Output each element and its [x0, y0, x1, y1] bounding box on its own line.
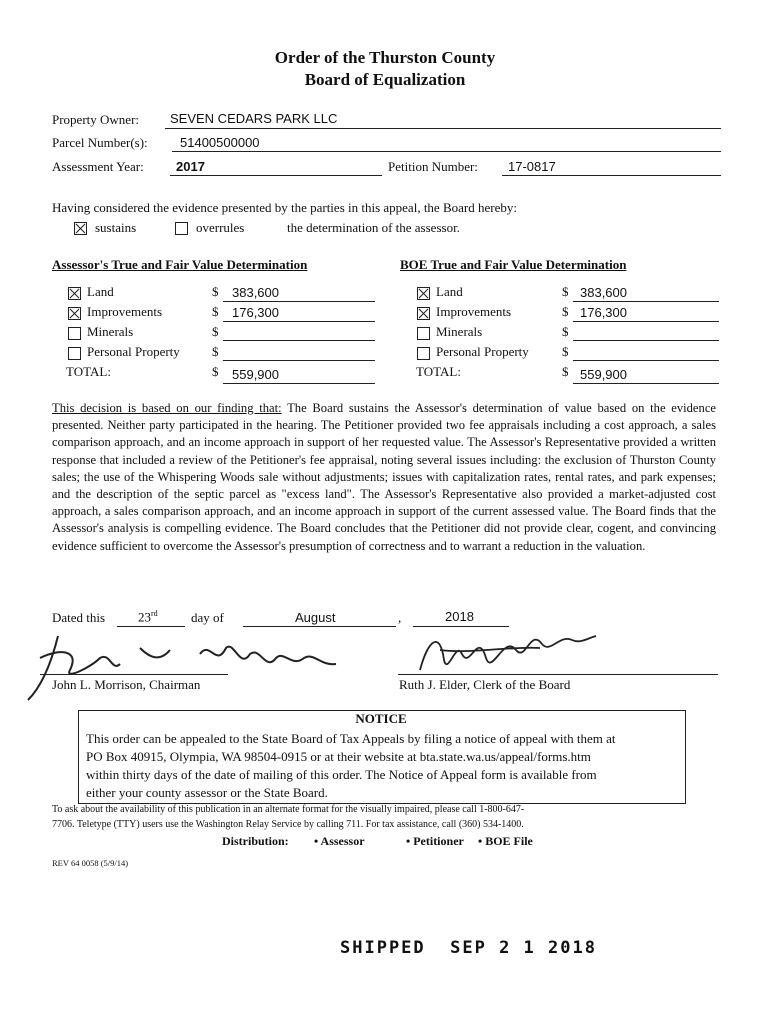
assessment-year-line [170, 175, 382, 176]
distribution-boe-file: • BOE File [478, 834, 533, 848]
assessor-improvements-checkbox[interactable] [68, 307, 81, 320]
assessor-land-currency: $ [212, 284, 219, 299]
assessor-personal-label: Personal Property [87, 344, 180, 359]
dated-year: 2018 [445, 609, 474, 624]
notice-line1: This order can be appealed to the State Board of Tax Appeals by filing a notice of appeal with them at [86, 731, 616, 746]
boe-personal-currency: $ [562, 344, 569, 359]
petition-number-line [502, 175, 721, 176]
property-owner-line [165, 128, 721, 129]
assessor-land-value: 383,600 [232, 285, 279, 300]
document-title-line2: Board of Equalization [304, 70, 466, 89]
assessor-improvements-line [223, 321, 375, 322]
assessor-personal-checkbox[interactable] [68, 347, 81, 360]
assessor-total-currency: $ [212, 364, 219, 379]
boe-improvements-checkbox[interactable] [417, 307, 430, 320]
overrules-checkbox[interactable] [175, 222, 188, 235]
boe-personal-line [573, 360, 719, 361]
property-owner-label: Property Owner: [52, 112, 140, 127]
assessor-personal-line [223, 360, 375, 361]
notice-line3: within thirty days of the date of mailing of this order. The Notice of Appeal form is available from [86, 767, 597, 782]
assessor-total-label: TOTAL: [66, 364, 111, 379]
accessibility-line2: 7706. Teletype (TTY) users use the Washington Relay Service by calling 711. For tax assistance, call (360) 534-1400. [52, 819, 524, 830]
boe-total-currency: $ [562, 364, 569, 379]
dated-comma: , [398, 610, 402, 625]
assessor-header: Assessor's True and Fair Value Determination [52, 257, 308, 272]
boe-total-value: 559,900 [580, 367, 627, 382]
notice-heading: NOTICE [355, 711, 407, 726]
boe-improvements-currency: $ [562, 304, 569, 319]
boe-total-label: TOTAL: [416, 364, 461, 379]
boe-minerals-checkbox[interactable] [417, 327, 430, 340]
parcel-number-line [172, 151, 721, 152]
parcel-number-value: 51400500000 [180, 135, 260, 150]
document-title-line1: Order of the Thurston County [274, 48, 496, 67]
chair-name: John L. Morrison, Chairman [52, 677, 201, 692]
boe-improvements-line [573, 321, 719, 322]
property-owner-value: SEVEN CEDARS PARK LLC [170, 111, 338, 126]
dated-month: August [295, 610, 336, 625]
notice-line4: either your county assessor or the State Board. [86, 785, 328, 800]
boe-minerals-currency: $ [562, 324, 569, 339]
finding-body: The Board sustains the Assessor's determination of value based on the evidence presented. Neither party participated in the hearing. The Petitioner provided two fee appraisals including a cost approach, a sales comparison approach, and an income approach in support of her requested value. The Assessor's Representative provided a written response that included a review of the Petitioner's fee appraisal, noting several issues including: the exclusion of Thurston County sales; the use of the Whispering Woods sale without adjustments; issues with capitalization rates, rental rates, and park expenses; and the description of the septic parcel as "excess land". The Assessor's Representative also provided a market-adjusted cost approach, a sales comparison approach, and an income approach in support of the current assessed value. The Board finds that the Assessor's analysis is compelling evidence. The Board concludes that the Petitioner did not provide clear, cogent, and convincing evidence sufficient to overcome the Assessor's presumption of correctness and to warrant a reduction in the valuation. [52, 401, 716, 553]
parcel-number-label: Parcel Number(s): [52, 135, 148, 150]
boe-header: BOE True and Fair Value Determination [400, 257, 627, 272]
clerk-name: Ruth J. Elder, Clerk of the Board [399, 677, 571, 692]
assessor-improvements-value: 176,300 [232, 305, 279, 320]
assessor-minerals-checkbox[interactable] [68, 327, 81, 340]
assessment-year-value: 2017 [176, 159, 205, 174]
intro-text: Having considered the evidence presented by the parties in this appeal, the Board hereby: [52, 200, 517, 215]
overrules-label: overrules [196, 220, 245, 235]
form-id: REV 64 0058 (5/9/14) [52, 858, 129, 868]
boe-total-line [573, 383, 719, 384]
boe-land-line [573, 301, 719, 302]
distribution-petitioner: • Petitioner [406, 834, 464, 848]
clerk-signature-image [400, 620, 600, 682]
dated-month-line [243, 626, 396, 627]
petition-number-label: Petition Number: [388, 159, 478, 174]
boe-land-currency: $ [562, 284, 569, 299]
decision-tail: the determination of the assessor. [287, 220, 460, 235]
assessment-year-label: Assessment Year: [52, 159, 144, 174]
dated-mid: day of [191, 610, 224, 625]
dated-day: 23rd [138, 609, 158, 625]
boe-personal-label: Personal Property [436, 344, 529, 359]
assessor-minerals-line [223, 340, 375, 341]
assessor-personal-currency: $ [212, 344, 219, 359]
shipped-stamp: SHIPPED SEP 2 1 2018 [340, 938, 597, 958]
petition-number-value: 17-0817 [508, 159, 556, 174]
dated-day-line [117, 626, 185, 627]
boe-minerals-line [573, 340, 719, 341]
assessor-land-line [223, 301, 375, 302]
assessor-minerals-label: Minerals [87, 324, 134, 339]
accessibility-line1: To ask about the availability of this publication in an alternate format for the visually impaired, please call 1-800-647- [52, 804, 525, 815]
assessor-total-line [223, 383, 375, 384]
assessor-land-checkbox[interactable] [68, 287, 81, 300]
assessor-land-label: Land [87, 284, 114, 299]
boe-land-checkbox[interactable] [417, 287, 430, 300]
assessor-minerals-currency: $ [212, 324, 219, 339]
boe-personal-checkbox[interactable] [417, 347, 430, 360]
distribution-label: Distribution: [222, 834, 289, 848]
notice-line2: PO Box 40915, Olympia, WA 98504-0915 or at their website at bta.state.wa.us/appeal/forms.htm [86, 749, 591, 764]
boe-minerals-label: Minerals [436, 324, 483, 339]
clerk-signature-line [398, 674, 718, 675]
dated-prefix: Dated this [52, 610, 106, 625]
finding-lead: This decision is based on our finding that: [52, 401, 282, 415]
chair-signature-image [20, 628, 360, 708]
boe-improvements-value: 176,300 [580, 305, 627, 320]
boe-land-value: 383,600 [580, 285, 627, 300]
assessor-improvements-label: Improvements [87, 304, 163, 319]
finding-paragraph [52, 400, 716, 555]
sustains-label: sustains [95, 220, 137, 235]
distribution-assessor: • Assessor [314, 834, 365, 848]
assessor-total-value: 559,900 [232, 367, 279, 382]
chair-signature-line [40, 674, 228, 675]
boe-land-label: Land [436, 284, 463, 299]
boe-improvements-label: Improvements [436, 304, 512, 319]
sustains-checkbox[interactable] [74, 222, 87, 235]
assessor-improvements-currency: $ [212, 304, 219, 319]
